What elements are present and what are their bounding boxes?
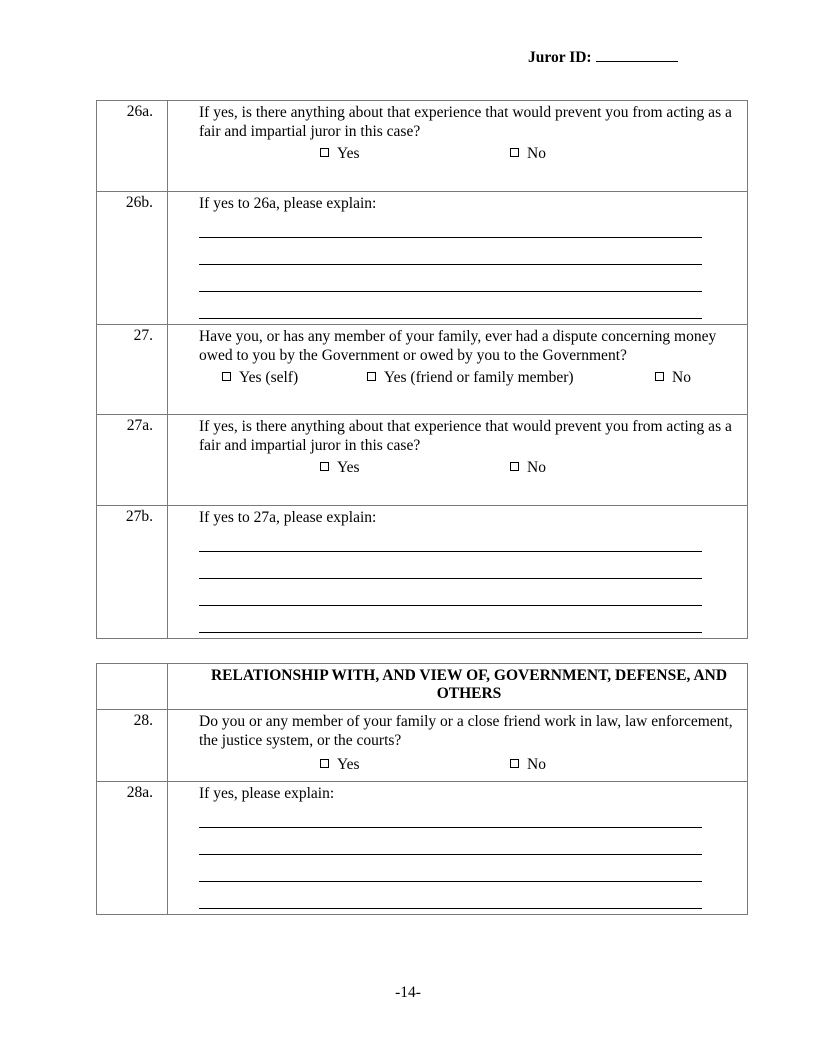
option-yes[interactable]: Yes bbox=[320, 756, 360, 774]
answer-line[interactable] bbox=[199, 529, 702, 552]
answer-line[interactable] bbox=[199, 805, 702, 828]
answer-line[interactable] bbox=[199, 579, 702, 606]
answer-line[interactable] bbox=[199, 606, 702, 633]
question-text: If yes, please explain: bbox=[199, 785, 335, 802]
question-text: If yes to 26a, please explain: bbox=[199, 195, 377, 212]
section-header-row bbox=[97, 664, 748, 710]
question-number: 28. bbox=[133, 712, 153, 729]
question-text: Do you or any member of your family or a close friend work in law, law enforcement, the justice system, or the courts? bbox=[199, 713, 733, 749]
answer-line[interactable] bbox=[199, 292, 702, 319]
question-number: 27b. bbox=[125, 508, 153, 525]
juror-id-field bbox=[528, 49, 678, 67]
answer-line[interactable] bbox=[199, 265, 702, 292]
option-no[interactable]: No bbox=[510, 459, 546, 477]
question-row-27b bbox=[97, 506, 748, 639]
checkbox-icon bbox=[510, 462, 519, 471]
option-yes[interactable]: Yes bbox=[320, 459, 360, 477]
checkbox-icon bbox=[510, 759, 519, 768]
question-row-27a bbox=[97, 415, 748, 506]
question-text: If yes to 27a, please explain: bbox=[199, 509, 377, 526]
question-row-28a bbox=[97, 782, 748, 915]
checkbox-icon bbox=[367, 372, 376, 381]
section-title: RELATIONSHIP WITH, AND VIEW OF, GOVERNMENT, DEFENSE, AND OTHERS bbox=[210, 667, 728, 702]
answer-line[interactable] bbox=[199, 855, 702, 882]
checkbox-icon bbox=[655, 372, 664, 381]
questions-table-2 bbox=[96, 663, 748, 915]
option-no[interactable]: No bbox=[510, 145, 546, 163]
question-row-27 bbox=[97, 325, 748, 415]
question-text: If yes, is there anything about that experience that would prevent you from acting as a fair and impartial juror in this case? bbox=[199, 104, 732, 140]
checkbox-icon bbox=[320, 462, 329, 471]
answer-line[interactable] bbox=[199, 238, 702, 265]
question-row-28 bbox=[97, 710, 748, 782]
checkbox-icon bbox=[320, 148, 329, 157]
checkbox-icon bbox=[320, 759, 329, 768]
option-no[interactable]: No bbox=[655, 369, 691, 387]
answer-line[interactable] bbox=[199, 828, 702, 855]
questions-table-1 bbox=[96, 100, 748, 639]
question-row-26a bbox=[97, 101, 748, 192]
page-number: -14- bbox=[395, 984, 421, 1001]
answer-line[interactable] bbox=[199, 882, 702, 909]
answer-line[interactable] bbox=[199, 215, 702, 238]
question-number: 26a. bbox=[126, 103, 153, 120]
answer-line[interactable] bbox=[199, 552, 702, 579]
checkbox-icon bbox=[222, 372, 231, 381]
question-number: 26b. bbox=[125, 194, 153, 211]
question-number: 28a. bbox=[126, 784, 153, 801]
juror-id-label: Juror ID: bbox=[528, 49, 592, 66]
option-yes-self[interactable]: Yes (self) bbox=[222, 369, 298, 387]
question-text: If yes, is there anything about that experience that would prevent you from acting as a fair and impartial juror in this case? bbox=[199, 418, 732, 454]
option-yes[interactable]: Yes bbox=[320, 145, 360, 163]
question-number: 27. bbox=[133, 327, 153, 344]
question-row-26b bbox=[97, 192, 748, 325]
option-no[interactable]: No bbox=[510, 756, 546, 774]
juror-id-blank[interactable] bbox=[596, 49, 678, 62]
checkbox-icon bbox=[510, 148, 519, 157]
question-number: 27a. bbox=[126, 417, 153, 434]
option-yes-family[interactable]: Yes (friend or family member) bbox=[367, 369, 574, 387]
question-text: Have you, or has any member of your family, ever had a dispute concerning money owed to you by the Government or owed by you to the Government? bbox=[199, 328, 717, 364]
